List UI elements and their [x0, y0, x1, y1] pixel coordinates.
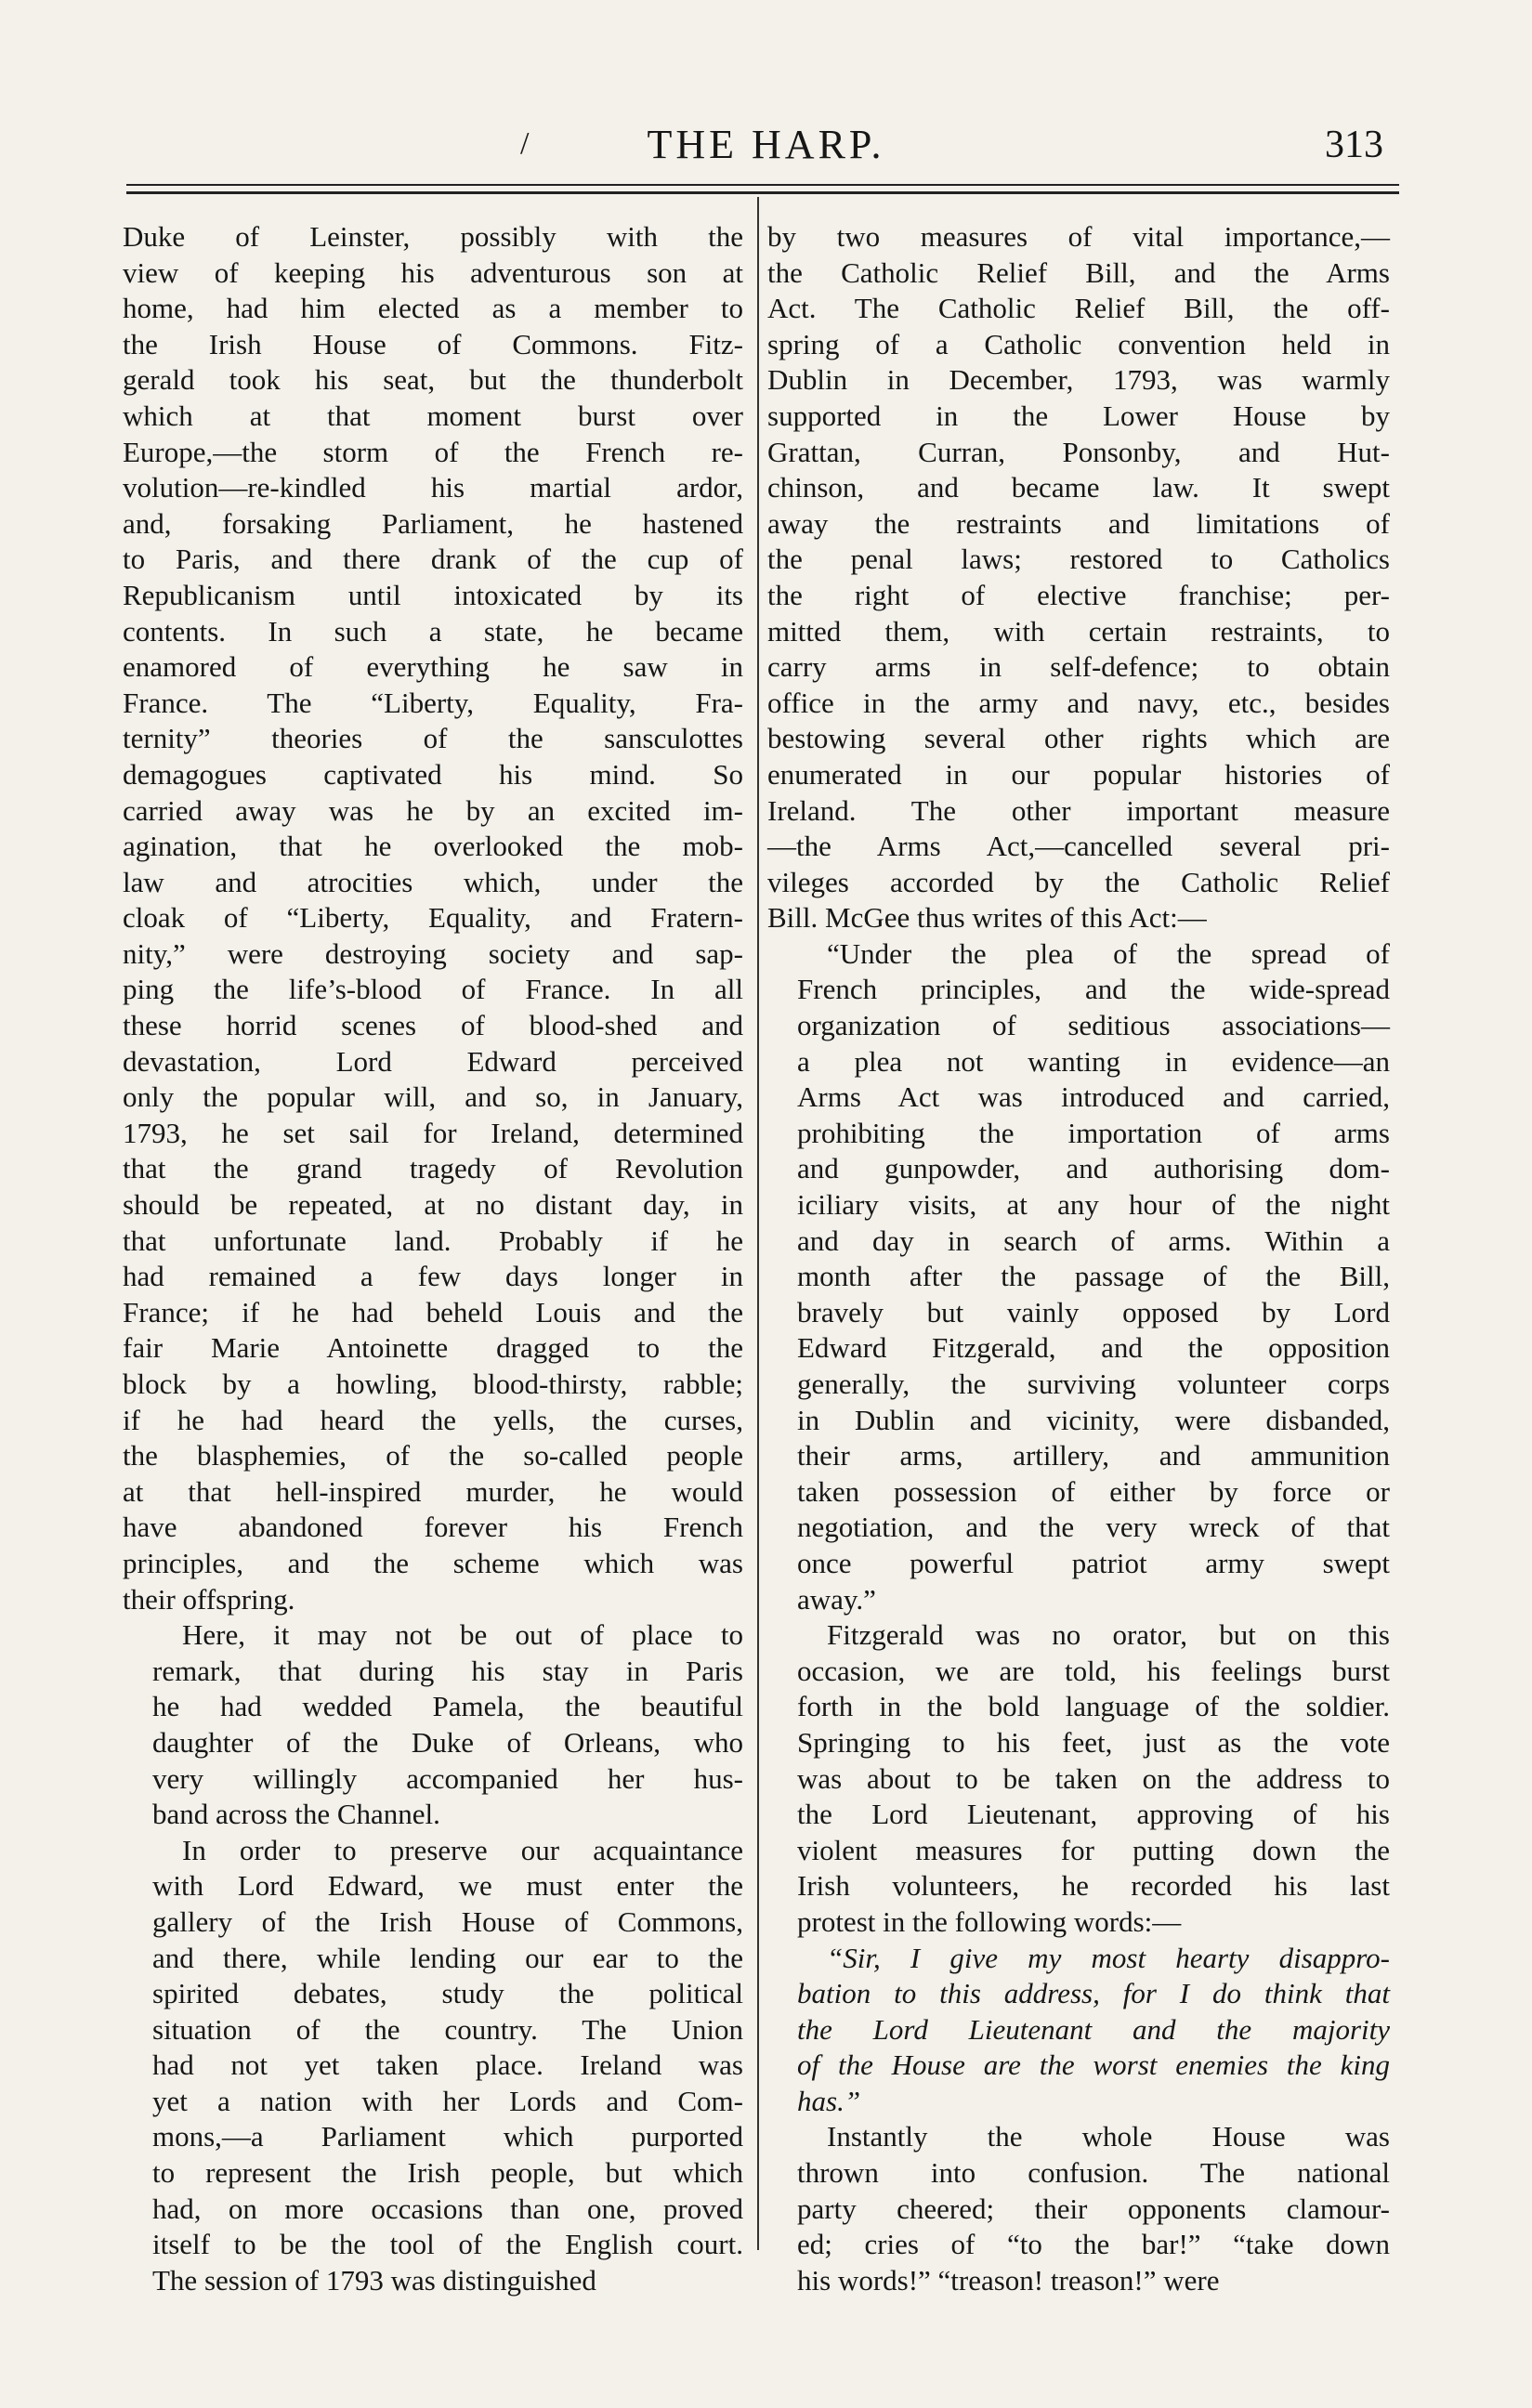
text-line: prohibiting the importation of arms: [797, 1116, 1390, 1149]
right-column: [767, 219, 1390, 2298]
text-line: their arms, artillery, and ammunition: [797, 1439, 1390, 1472]
paragraph: [123, 1617, 743, 1833]
text-line: forth in the bold language of the soldier.: [797, 1690, 1390, 1723]
text-line: taken possession of either by force or: [797, 1474, 1390, 1508]
text-line: Instantly the whole House was: [827, 2120, 1390, 2153]
text-line: Edward Fitzgerald, and the opposition: [797, 1331, 1390, 1365]
paragraph: [123, 219, 743, 1617]
text-line: Duke of Leinster, possibly with the: [123, 220, 743, 253]
paragraph: [123, 1833, 743, 2299]
text-line: volution—re-kindled his martial ardor,: [123, 471, 743, 504]
text-line: daughter of the Duke of Orleans, who: [152, 1725, 743, 1759]
header-rule-thick: [126, 191, 1399, 194]
text-line: The session of 1793 was distinguished: [152, 2263, 596, 2297]
text-line: itself to be the tool of the English court.: [152, 2228, 743, 2261]
text-line: only the popular will, and so, in January,: [123, 1080, 743, 1114]
text-line: and day in search of arms. Within a: [797, 1224, 1390, 1257]
text-line: bravely but vainly opposed by Lord: [797, 1295, 1390, 1328]
text-line: “Under the plea of the spread of: [827, 936, 1390, 970]
text-line: office in the army and navy, etc., besides: [767, 686, 1390, 719]
text-line: has.”: [797, 2084, 861, 2117]
text-line: block by a howling, blood-thirsty, rabble;: [123, 1368, 743, 1400]
paragraph: [767, 1941, 1390, 2120]
text-line: enamored of everything he saw in: [123, 650, 743, 684]
text-line: the Lord Lieutenant, approving of his: [797, 1798, 1390, 1831]
text-line: principles, and the scheme which was: [123, 1546, 743, 1579]
text-line: thrown into confusion. The national: [797, 2156, 1390, 2190]
text-line: Irish volunteers, he recorded his last: [797, 1869, 1390, 1903]
text-line: France. The “Liberty, Equality, Fra-: [123, 686, 743, 719]
text-line: generally, the surviving volunteer corps: [797, 1368, 1390, 1400]
text-line: that unfortunate land. Probably if he: [123, 1224, 743, 1257]
text-line: in Dublin and vicinity, were disbanded,: [797, 1403, 1390, 1436]
text-line: fair Marie Antoinette dragged to the: [123, 1331, 743, 1365]
text-line: by two measures of vital importance,—: [767, 220, 1390, 253]
text-line: away the restraints and limitations of: [767, 506, 1390, 540]
printer-mark: /: [520, 126, 530, 161]
text-line: iciliary visits, at any hour of the night: [797, 1188, 1390, 1222]
paragraph: [767, 2119, 1390, 2298]
text-line: and, forsaking Parliament, he hastened: [123, 506, 743, 540]
text-line: mitted them, with certain restraints, to: [767, 614, 1390, 648]
text-line: view of keeping his adventurous son at: [123, 255, 743, 289]
text-line: Act. The Catholic Relief Bill, the off-: [767, 292, 1390, 325]
text-line: devastation, Lord Edward perceived: [123, 1044, 743, 1078]
header-rule-thin: [126, 184, 1399, 186]
text-line: spring of a Catholic convention held in: [767, 327, 1390, 360]
text-line: Here, it may not be out of place to: [182, 1618, 743, 1652]
text-line: he had wedded Pamela, the beautiful: [152, 1690, 743, 1723]
text-line: the Lord Lieutenant and the majority: [797, 2012, 1390, 2046]
paragraph: [767, 936, 1390, 1617]
text-line: “Sir, I give my most hearty disappro-: [827, 1941, 1390, 1974]
text-line: the Catholic Relief Bill, and the Arms: [767, 255, 1390, 289]
text-line: ping the life’s-blood of France. In all: [123, 973, 743, 1006]
text-line: with Lord Edward, we must enter the: [152, 1869, 743, 1903]
text-line: the right of elective franchise; per-: [767, 578, 1390, 611]
text-line: at that hell-inspired murder, he would: [123, 1474, 743, 1508]
text-line: France; if he had beheld Louis and the: [123, 1295, 743, 1328]
text-line: Dublin in December, 1793, was warmly: [767, 363, 1390, 397]
paragraph: [767, 219, 1390, 936]
text-line: his words!” “treason! treason!” were: [797, 2263, 1220, 2297]
text-line: away.”: [797, 1582, 876, 1616]
text-line: occasion, we are told, his feelings burst: [797, 1654, 1390, 1687]
text-line: the blasphemies, of the so-called people: [123, 1439, 743, 1472]
text-line: bation to this address, for I do think that: [797, 1977, 1390, 2010]
text-line: party cheered; their opponents clamour-: [797, 2192, 1390, 2225]
text-line: home, had him elected as a member to: [123, 292, 743, 325]
text-line: Fitzgerald was no orator, but on this: [827, 1618, 1390, 1652]
text-line: the penal laws; restored to Catholics: [767, 543, 1390, 576]
text-line: their offspring.: [123, 1582, 295, 1616]
text-line: had, on more occasions than one, proved: [152, 2192, 743, 2225]
text-line: mons,—a Parliament which purported: [152, 2120, 743, 2153]
text-line: ed; cries of “to the bar!” “take down: [797, 2228, 1390, 2261]
running-header: [0, 121, 1532, 186]
text-line: gerald took his seat, but the thunderbolt: [123, 363, 743, 397]
text-line: negotiation, and the very wreck of that: [797, 1511, 1390, 1544]
text-line: nity,” were destroying society and sap-: [123, 936, 743, 970]
text-line: protest in the following words:—: [797, 1904, 1182, 1938]
text-line: demagogues captivated his mind. So: [123, 757, 743, 791]
text-line: once powerful patriot army swept: [797, 1546, 1390, 1579]
text-line: to represent the Irish people, but which: [152, 2156, 743, 2190]
text-line: a plea not wanting in evidence—an: [797, 1044, 1390, 1078]
text-line: 1793, he set sail for Ireland, determined: [123, 1116, 743, 1149]
text-line: vileges accorded by the Catholic Relief: [767, 865, 1390, 898]
text-line: French principles, and the wide-spread: [797, 973, 1390, 1006]
text-line: cloak of “Liberty, Equality, and Fratern-: [123, 901, 743, 935]
text-line: Springing to his feet, just as the vote: [797, 1725, 1390, 1759]
left-column: [123, 219, 743, 2298]
text-line: ternity” theories of the sansculottes: [123, 722, 743, 755]
text-line: Republicanism until intoxicated by its: [123, 578, 743, 611]
text-line: law and atrocities which, under the: [123, 865, 743, 898]
text-line: month after the passage of the Bill,: [797, 1260, 1390, 1293]
text-line: carried away was he by an excited im-: [123, 793, 743, 827]
text-line: of the House are the worst enemies the king: [797, 2048, 1390, 2082]
page-number: 313: [1325, 124, 1383, 166]
text-line: remark, that during his stay in Paris: [152, 1654, 743, 1687]
text-line: In order to preserve our acquaintance: [182, 1833, 743, 1866]
text-line: was about to be taken on the address to: [797, 1761, 1390, 1795]
text-line: very willingly accompanied her hus-: [152, 1761, 743, 1795]
text-line: enumerated in our popular histories of: [767, 757, 1390, 791]
text-line: Arms Act was introduced and carried,: [797, 1080, 1390, 1114]
text-line: supported in the Lower House by: [767, 399, 1390, 432]
text-line: Europe,—the storm of the French re-: [123, 435, 743, 468]
text-line: band across the Channel.: [152, 1798, 440, 1831]
text-line: and gunpowder, and authorising dom-: [797, 1152, 1390, 1185]
text-line: —the Arms Act,—cancelled several pri-: [767, 830, 1390, 863]
text-line: had remained a few days longer in: [123, 1260, 743, 1293]
text-line: the Irish House of Commons. Fitz-: [123, 327, 743, 360]
text-line: spirited debates, study the political: [152, 1977, 743, 2010]
text-line: Grattan, Curran, Ponsonby, and Hut-: [767, 435, 1390, 468]
text-line: have abandoned forever his French: [123, 1511, 743, 1544]
text-line: carry arms in self-defence; to obtain: [767, 650, 1390, 684]
column-divider: [757, 197, 759, 2250]
paragraph: [767, 1617, 1390, 1940]
text-line: gallery of the Irish House of Commons,: [152, 1904, 743, 1938]
text-line: which at that moment burst over: [123, 399, 743, 432]
text-line: should be repeated, at no distant day, in: [123, 1188, 743, 1222]
text-line: if he had heard the yells, the curses,: [123, 1403, 743, 1436]
text-line: to Paris, and there drank of the cup of: [123, 543, 743, 576]
text-line: contents. In such a state, he became: [123, 614, 743, 648]
text-line: bestowing several other rights which are: [767, 722, 1390, 755]
text-line: violent measures for putting down the: [797, 1833, 1390, 1866]
text-line: organization of seditious associations—: [797, 1009, 1390, 1042]
text-line: had not yet taken place. Ireland was: [152, 2048, 743, 2082]
text-line: situation of the country. The Union: [152, 2012, 743, 2046]
text-line: Bill. McGee thus writes of this Act:—: [767, 901, 1207, 935]
text-line: these horrid scenes of blood-shed and: [123, 1009, 743, 1042]
text-line: chinson, and became law. It swept: [767, 471, 1390, 504]
text-line: Ireland. The other important measure: [767, 793, 1390, 827]
text-line: yet a nation with her Lords and Com-: [152, 2084, 743, 2117]
text-line: agination, that he overlooked the mob-: [123, 830, 743, 863]
text-line: and there, while lending our ear to the: [152, 1941, 743, 1974]
text-line: that the grand tragedy of Revolution: [123, 1152, 743, 1185]
page-title: THE HARP.: [647, 122, 885, 167]
